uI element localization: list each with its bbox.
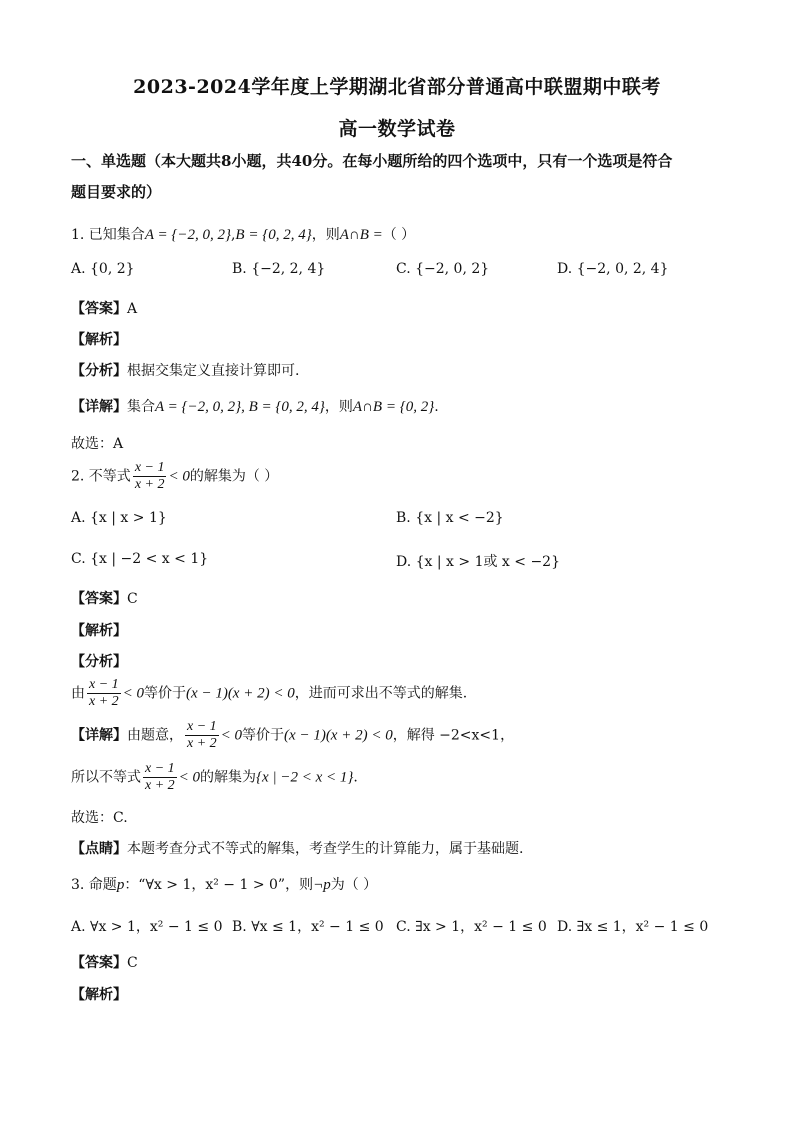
q2-option-b: B. {x | x < −2}: [396, 510, 504, 526]
q2-fenxi: [71, 677, 467, 710]
q1-fenxi-text: 根据交集定义直接计算即可.: [127, 363, 300, 379]
q3-option-b: B. ∀x ≤ 1，x² − 1 ≤ 0: [232, 919, 384, 935]
q1-detail-end: .: [434, 399, 439, 415]
q3-prefix: 3. 命题: [71, 877, 117, 893]
q1-sep: ,: [230, 227, 236, 243]
q2-detail-lt0: < 0: [220, 727, 243, 744]
q1-answer-tag: 【答案】: [71, 301, 127, 317]
q2-comment-text: 本题考查分式不等式的解集，考查学生的计算能力，属于基础题.: [127, 841, 524, 857]
question-2-stem: [71, 460, 278, 493]
q2-frac-den: x + 2: [134, 477, 165, 493]
q2-so-pre: 所以不等式: [71, 769, 141, 786]
q1-prefix: 1. 已知集合: [71, 227, 145, 243]
q2-option-d: D. {x | x > 1或 x < −2}: [396, 554, 561, 570]
q2-product: (x − 1)(x + 2) < 0: [186, 685, 295, 702]
q1-set-b: B = {0, 2, 4}: [235, 227, 312, 243]
q1-detail-tag: 【详解】: [71, 399, 127, 415]
q1-detail-pre: 集合: [127, 399, 155, 415]
q2-conclusion: [71, 761, 358, 794]
q2-so-result: {x | −2 < x < 1}: [256, 769, 354, 786]
q2-detail-tag: 【详解】: [71, 727, 127, 744]
q1-fenxi: [71, 360, 299, 380]
q2-detail-frac-den: x + 2: [187, 736, 217, 752]
q2-by: 由: [71, 685, 85, 702]
q1-option-c: C. {−2, 0, 2}: [396, 261, 490, 277]
q2-comment: [71, 838, 523, 858]
q3-suffix: 为（ ）: [330, 877, 378, 893]
q3-p: p: [116, 877, 125, 893]
q2-prefix: 2. 不等式: [71, 468, 131, 485]
section-heading-line2: 题目要求的）: [71, 183, 162, 201]
q2-choose: 故选：C.: [71, 810, 128, 826]
q2-detail-product: (x − 1)(x + 2) < 0: [284, 727, 393, 744]
q3-answer: [71, 952, 138, 972]
q1-set-a: A = {−2, 0, 2}: [144, 227, 231, 243]
q3-option-d: D. ∃x ≤ 1，x² − 1 ≤ 0: [557, 919, 709, 935]
q2-so-mid: 的解集为: [200, 769, 257, 786]
q1-mid: ，则: [311, 227, 340, 243]
q1-answer: [71, 298, 137, 318]
q3-analysis-tag: 【解析】: [71, 987, 127, 1003]
q2-suffix: 的解集为（ ）: [189, 468, 279, 485]
q1-option-d: D. {−2, 0, 2, 4}: [557, 261, 669, 277]
q2-comment-tag: 【点睛】: [71, 841, 127, 857]
q1-detail-math: A = {−2, 0, 2}, B = {0, 2, 4}: [155, 399, 325, 415]
q1-option-b: B. {−2, 2, 4}: [232, 261, 326, 277]
q2-detail-fraction: [185, 719, 219, 752]
q1-answer-value: A: [127, 301, 138, 317]
q2-detail-equiv: 等价于: [242, 727, 285, 744]
q2-fenxi-end: ，进而可求出不等式的解集.: [294, 685, 468, 702]
q2-so-frac-num: x − 1: [143, 761, 177, 778]
exam-subtitle: 高一数学试卷: [338, 118, 456, 140]
q2-fenxi-frac-num: x − 1: [87, 677, 121, 694]
q3-answer-tag: 【答案】: [71, 955, 127, 971]
q2-fenxi-fraction: [87, 677, 121, 710]
q2-answer-value: C: [127, 591, 138, 607]
q2-so-lt0: < 0: [178, 769, 201, 786]
q2-option-a: A. {x | x > 1}: [71, 510, 167, 526]
q2-fenxi-tag: 【分析】: [71, 654, 127, 670]
q3-option-a: A. ∀x > 1，x² − 1 ≤ 0: [71, 919, 223, 935]
q2-answer-tag: 【答案】: [71, 591, 127, 607]
q2-frac-num: x − 1: [133, 460, 167, 477]
q2-detail-solve: ，解得 −2<x<1，: [392, 727, 515, 744]
q1-paren: （ ）: [382, 227, 416, 243]
q1-option-a: A. {0, 2}: [71, 261, 135, 277]
q2-lt0: < 0: [168, 468, 190, 485]
q2-detail-pre: 由题意，: [127, 727, 183, 744]
q2-answer: [71, 588, 138, 608]
q2-option-c: C. {x | −2 < x < 1}: [71, 551, 209, 567]
exam-title: 2023-2024学年度上学期湖北省部分普通高中联盟期中联考: [133, 76, 661, 98]
question-1-stem: [71, 224, 415, 244]
q2-fenxi-frac-den: x + 2: [89, 694, 119, 710]
q1-detail-mid: ，则: [324, 399, 353, 415]
q2-fenxi-lt0: < 0: [122, 685, 145, 702]
q1-detail: [71, 396, 439, 416]
q2-so-frac-den: x + 2: [145, 778, 175, 794]
q3-option-c: C. ∃x > 1，x² − 1 ≤ 0: [396, 919, 547, 935]
q2-detail: [71, 719, 514, 752]
q1-analysis-tag: 【解析】: [71, 332, 127, 348]
q2-equiv: 等价于: [144, 685, 187, 702]
q1-expr: A∩B =: [339, 227, 383, 243]
q1-choose: 故选：A: [71, 436, 124, 452]
question-3-stem: [71, 874, 377, 894]
q2-analysis-tag: 【解析】: [71, 623, 127, 639]
q1-detail-result: A∩B = {0, 2}: [352, 399, 435, 415]
q1-fenxi-tag: 【分析】: [71, 363, 127, 379]
q2-so-fraction: [143, 761, 177, 794]
q2-so-end: .: [353, 769, 358, 786]
q3-statement: ：“∀x > 1，x² − 1 > 0”，则: [124, 877, 314, 893]
q2-detail-frac-num: x − 1: [185, 719, 219, 736]
q3-neg-p: ¬p: [313, 877, 331, 893]
q3-answer-value: C: [127, 955, 138, 971]
section-heading-line1: 一、单选题（本大题共8小题，共40分。在每小题所给的四个选项中，只有一个选项是符合: [71, 152, 673, 170]
q2-fraction: [133, 460, 167, 493]
